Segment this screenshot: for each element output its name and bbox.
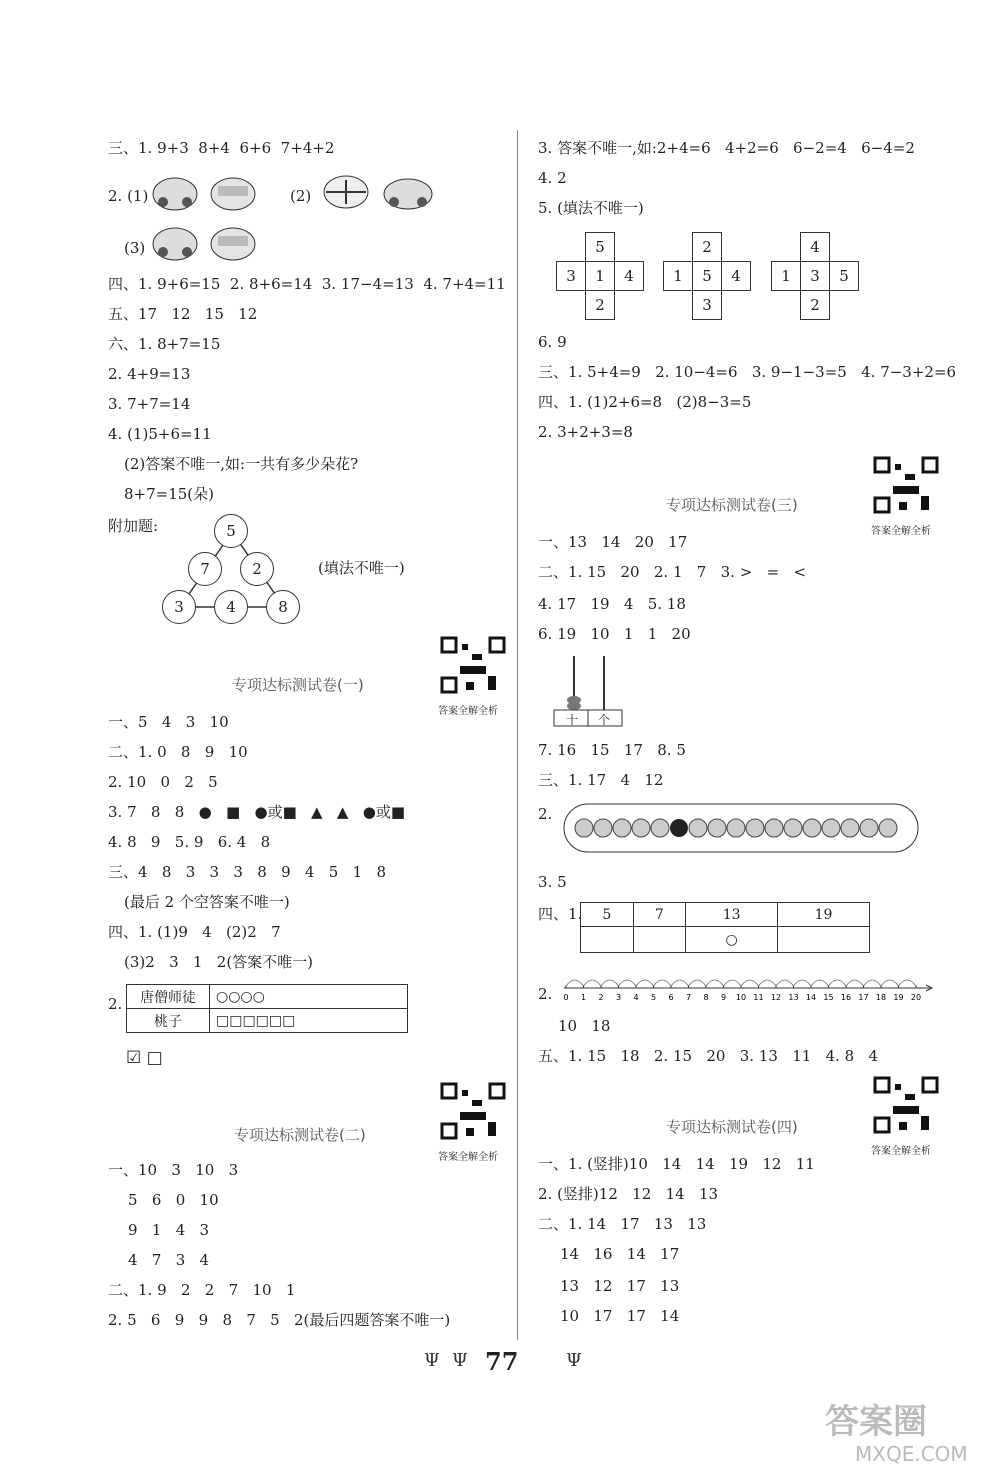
numline-jump-arc xyxy=(601,980,619,986)
table-cell xyxy=(778,927,870,953)
sprout-icon: Ψ xyxy=(566,1350,582,1371)
section-4-title: 专项达标测试卷(四) xyxy=(666,1118,798,1136)
numline-tick-label: 12 xyxy=(770,993,782,1002)
cross1-bottom: 2 xyxy=(585,290,615,320)
table-cell: 13 xyxy=(686,903,778,927)
triangle-top: 5 xyxy=(214,514,248,548)
watermark-logo xyxy=(815,1395,995,1469)
numline-jump-arc xyxy=(671,980,689,986)
monk-peach-table xyxy=(126,984,408,1033)
numline-jump-arc xyxy=(619,980,637,986)
left-line-11: 8+7=15(朵) xyxy=(124,485,215,503)
left-line-8: 3. 7+7=14 xyxy=(108,395,191,413)
right-line-7: 2. 3+2+3=8 xyxy=(538,423,633,441)
left-line-10: (2)答案不唯一,如:一共有多少朵花? xyxy=(124,455,359,473)
triangle-mid-left: 7 xyxy=(188,552,222,586)
qr-code-1 xyxy=(440,636,506,694)
table-cell: ○ xyxy=(686,927,778,953)
numline-jump-arc xyxy=(759,980,777,986)
left-line-7: 2. 4+9=13 xyxy=(108,365,191,383)
left-line-4: 四、1. 9+6=15 2. 8+6=14 3. 17−4=13 4. 7+4=11 xyxy=(108,275,506,293)
airplane-picture xyxy=(318,172,374,212)
s3-line: 3. 5 xyxy=(538,873,567,891)
car-picture-2 xyxy=(208,172,258,212)
numline-tick-label: 9 xyxy=(720,993,727,1002)
table-cell: 7 xyxy=(633,903,686,927)
column-divider xyxy=(517,130,518,1340)
numline-jump-arc xyxy=(689,980,707,986)
left-line-3: (3) xyxy=(124,239,146,257)
s2-line: 4 7 3 4 xyxy=(128,1251,210,1269)
table-cell xyxy=(581,927,634,953)
s3-line: 五、1. 15 18 2. 15 20 3. 13 11 4. 8 4 xyxy=(538,1047,879,1065)
right-line-2: 4. 2 xyxy=(538,169,567,187)
qr-code-4 xyxy=(873,1076,939,1134)
qr-caption-2: 答案全解全析 xyxy=(438,1152,498,1163)
qr-caption-3: 答案全解全析 xyxy=(871,526,931,537)
section-2-title: 专项达标测试卷(二) xyxy=(234,1126,366,1144)
s3-line: 10 18 xyxy=(558,1017,611,1035)
qr-caption-1: 答案全解全析 xyxy=(438,706,498,717)
qr-caption-4: 答案全解全析 xyxy=(871,1146,931,1157)
s3-line: 三、1. 17 4 12 xyxy=(538,771,664,789)
table-cell: □□□□□□ xyxy=(210,1009,408,1033)
cross3-right: 5 xyxy=(829,261,859,291)
numline-tick-label: 18 xyxy=(875,993,887,1002)
numline-jump-arc xyxy=(794,980,812,986)
left-line-2a: 2. (1) xyxy=(108,187,149,205)
car-picture-1 xyxy=(150,172,200,212)
right-line-4: 6. 9 xyxy=(538,333,567,351)
left-line-1: 三、1. 9+3 8+4 6+6 7+4+2 xyxy=(108,139,335,157)
numline-tick-label: 13 xyxy=(788,993,799,1002)
svg-text:答案圈: 答案圈 xyxy=(825,1402,927,1442)
extra-note: (填法不唯一) xyxy=(318,559,405,577)
triangle-bottom-right: 8 xyxy=(266,590,300,624)
cross3-bottom: 2 xyxy=(800,290,830,320)
table-cell: 桃子 xyxy=(127,1009,210,1033)
s3-line: 7. 16 15 17 8. 5 xyxy=(538,741,686,759)
s4-line: 二、1. 14 17 13 13 xyxy=(538,1215,707,1233)
numline-label: 2. xyxy=(538,985,553,1003)
car-picture-5 xyxy=(208,222,258,262)
numline-jump-arc xyxy=(724,980,742,986)
section-1-title: 专项达标测试卷(一) xyxy=(232,676,364,694)
cross2-bottom: 3 xyxy=(692,290,722,320)
table-cell xyxy=(633,927,686,953)
sprout-icon: Ψ xyxy=(424,1350,440,1371)
triangle-mid-right: 2 xyxy=(240,552,274,586)
numline-jump-arc xyxy=(636,980,654,986)
numline-jump-arc xyxy=(899,980,917,986)
numline-tick-label: 17 xyxy=(858,993,869,1002)
svg-text:MXQE.COM: MXQE.COM xyxy=(855,1442,968,1466)
numline-tick-label: 11 xyxy=(753,993,764,1002)
ants-row-picture xyxy=(562,798,922,856)
numline-jump-arc xyxy=(584,980,602,986)
number-line xyxy=(560,968,940,1004)
s2-line: 5 6 0 10 xyxy=(128,1191,219,1209)
s3-line: 一、13 14 20 17 xyxy=(538,533,688,551)
cross3-left: 1 xyxy=(771,261,801,291)
car-picture-3 xyxy=(380,172,436,212)
s3-line: 二、1. 15 20 2. 1 7 3. > = < xyxy=(538,563,807,581)
number-table xyxy=(580,902,870,953)
right-line-5: 三、1. 5+4=9 2. 10−4=6 3. 9−1−3=5 4. 7−3+2=6 xyxy=(538,363,957,381)
table-cell: 5 xyxy=(581,903,634,927)
s1-line: 3. 7 8 8 ● ■ ●或■ ▲ ▲ ●或■ xyxy=(108,803,405,821)
left-line-9: 4. (1)5+6=11 xyxy=(108,425,212,443)
numline-tick-label: 0 xyxy=(563,993,569,1002)
s1-line: (最后 2 个空答案不唯一) xyxy=(124,893,290,911)
numline-tick-label: 14 xyxy=(805,993,817,1002)
cross2-center: 5 xyxy=(692,261,722,291)
s4-line: 10 17 17 14 xyxy=(560,1307,680,1325)
qr-code-3 xyxy=(873,456,939,514)
s1-line: 四、1. (1)9 4 (2)2 7 xyxy=(108,923,281,941)
qr-code-2 xyxy=(440,1082,506,1140)
numline-jump-arc xyxy=(654,980,672,986)
numline-jump-arc xyxy=(706,980,724,986)
right-line-1: 3. 答案不唯一,如:2+4=6 4+2=6 6−2=4 6−4=2 xyxy=(538,139,915,157)
cross1-center: 1 xyxy=(585,261,615,291)
numline-tick-label: 19 xyxy=(893,993,904,1002)
cross2-top: 2 xyxy=(692,232,722,262)
abacus xyxy=(552,654,632,730)
section-3-title: 专项达标测试卷(三) xyxy=(666,496,798,514)
numline-jump-arc xyxy=(566,980,584,986)
s1-line: (3)2 3 1 2(答案不唯一) xyxy=(124,953,314,971)
numline-tick-label: 3 xyxy=(615,993,622,1002)
s2-line: 二、1. 9 2 2 7 10 1 xyxy=(108,1281,296,1299)
numline-jump-arc xyxy=(846,980,864,986)
page-number: 77 xyxy=(485,1347,519,1376)
left-line-5: 五、17 12 15 12 xyxy=(108,305,258,323)
numline-tick-label: 15 xyxy=(823,993,834,1002)
s4-line: 13 12 17 13 xyxy=(560,1277,680,1295)
cross1-right: 4 xyxy=(614,261,644,291)
abacus-ones: 个 xyxy=(598,713,611,727)
s3-ants-label: 2. xyxy=(538,805,553,823)
numline-tick-label: 16 xyxy=(840,993,852,1002)
s1-line: 2. 10 0 2 5 xyxy=(108,773,218,791)
right-line-6: 四、1. (1)2+6=8 (2)8−3=5 xyxy=(538,393,752,411)
numline-tick-label: 5 xyxy=(650,993,657,1002)
numline-tick-label: 20 xyxy=(910,993,922,1002)
numline-tick-label: 10 xyxy=(735,993,747,1002)
numline-jump-arc xyxy=(829,980,847,986)
cross3-center: 3 xyxy=(800,261,830,291)
s1-line: 4. 8 9 5. 9 6. 4 8 xyxy=(108,833,271,851)
numline-tick-label: 7 xyxy=(685,993,692,1002)
sprout-icon: Ψ xyxy=(452,1350,468,1371)
s1-checkbox-line: ☑ □ xyxy=(126,1048,163,1068)
numline-jump-arc xyxy=(881,980,899,986)
numline-tick-label: 4 xyxy=(633,993,639,1002)
s1-line: 三、4 8 3 3 3 8 9 4 5 1 8 xyxy=(108,863,387,881)
cross2-right: 4 xyxy=(721,261,751,291)
cross1-left: 3 xyxy=(556,261,586,291)
numline-tick-label: 6 xyxy=(668,993,674,1002)
s1-line: 二、1. 0 8 9 10 xyxy=(108,743,248,761)
s1-line: 一、5 4 3 10 xyxy=(108,713,229,731)
s2-line: 9 1 4 3 xyxy=(128,1221,210,1239)
s3-table-label: 四、1. xyxy=(538,905,583,923)
s4-line: 14 16 14 17 xyxy=(560,1245,680,1263)
numline-tick-label: 1 xyxy=(580,993,587,1002)
s2-line: 一、10 3 10 3 xyxy=(108,1161,239,1179)
table-cell: 19 xyxy=(778,903,870,927)
left-line-6: 六、1. 8+7=15 xyxy=(108,335,221,353)
s2-line: 2. 5 6 9 9 8 7 5 2(最后四题答案不唯一) xyxy=(108,1311,451,1329)
s3-line: 6. 19 10 1 1 20 xyxy=(538,625,691,643)
car-picture-4 xyxy=(150,222,200,262)
table-cell: 唐僧师徒 xyxy=(127,985,210,1009)
triangle-bottom-left: 3 xyxy=(162,590,196,624)
numline-tick-label: 8 xyxy=(703,993,709,1002)
s3-line: 4. 17 19 4 5. 18 xyxy=(538,595,686,613)
numline-jump-arc xyxy=(864,980,882,986)
abacus-tens: 十 xyxy=(566,713,579,727)
s4-line: 2. (竖排)12 12 14 13 xyxy=(538,1185,719,1203)
right-line-3: 5. (填法不唯一) xyxy=(538,199,644,217)
numline-jump-arc xyxy=(811,980,829,986)
cross3-top: 4 xyxy=(800,232,830,262)
numline-jump-arc xyxy=(776,980,794,986)
triangle-bottom-mid: 4 xyxy=(214,590,248,624)
extra-question-label: 附加题: xyxy=(108,517,159,535)
numline-tick-label: 2 xyxy=(598,993,604,1002)
cross1-top: 5 xyxy=(585,232,615,262)
numline-jump-arc xyxy=(741,980,759,986)
s4-line: 一、1. (竖排)10 14 14 19 12 11 xyxy=(538,1155,815,1173)
cross2-left: 1 xyxy=(663,261,693,291)
table-cell: ○○○○ xyxy=(210,985,408,1009)
s1-table-label: 2. xyxy=(108,995,123,1013)
left-line-2b: (2) xyxy=(290,187,312,205)
